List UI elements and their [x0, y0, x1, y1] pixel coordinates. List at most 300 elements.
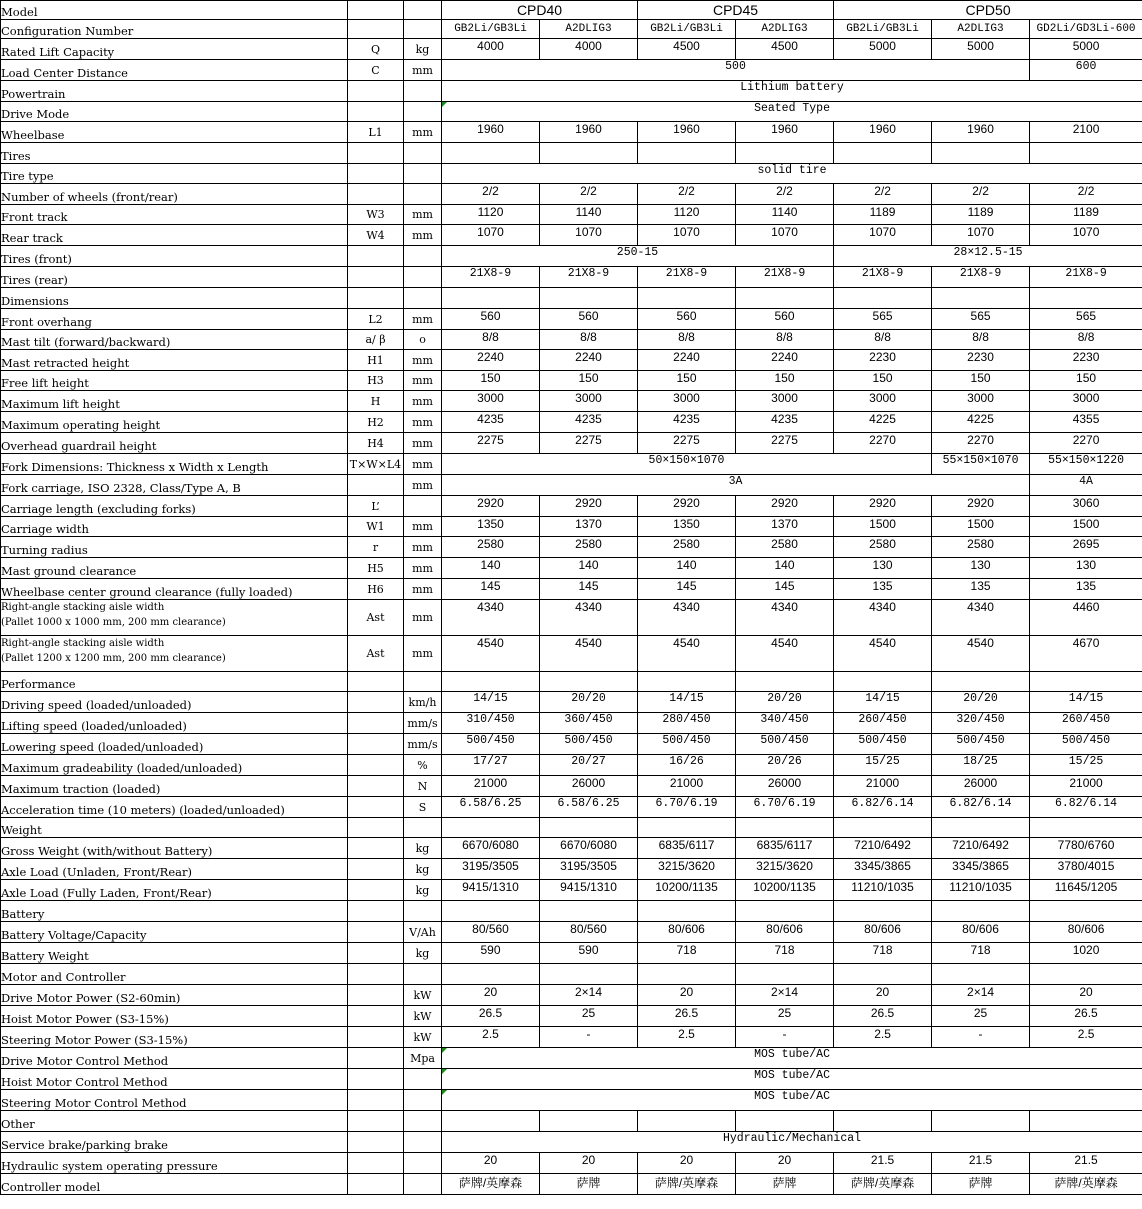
spec-label: Maximum traction (loaded) — [1, 776, 348, 797]
spec-symbol — [348, 1174, 404, 1195]
spec-merged-value — [1030, 475, 1142, 496]
spec-label: Free lift height — [1, 371, 348, 391]
spec-value: 3000 — [442, 391, 540, 412]
spec-label: Axle Load (Unladen, Front/Rear) — [1, 859, 348, 880]
spec-symbol — [348, 672, 404, 692]
spec-value — [638, 1111, 736, 1132]
spec-value: 14/15 — [442, 692, 540, 713]
spec-unit — [404, 184, 442, 205]
spec-value: 7210/6492 — [834, 838, 932, 859]
spec-symbol — [348, 1027, 404, 1048]
spec-value: 8/8 — [540, 330, 638, 350]
spec-value: 20/27 — [540, 755, 638, 776]
spec-value: 4000 — [442, 39, 540, 60]
spec-value: 萨牌 — [932, 1174, 1030, 1195]
spec-label: Gross Weight (with/without Battery) — [1, 838, 348, 859]
spec-label: Maximum gradeability (loaded/unloaded) — [1, 755, 348, 776]
spec-value-text: Seated Type — [754, 102, 830, 115]
spec-value: 1070 — [736, 225, 834, 246]
spec-value: 1189 — [834, 205, 932, 225]
spec-label: Lowering speed (loaded/unloaded) — [1, 734, 348, 755]
spec-row — [1, 350, 1142, 371]
spec-symbol: H4 — [348, 433, 404, 454]
spec-value: 4540 — [834, 636, 932, 672]
spec-label: Mast tilt (forward/backward) — [1, 330, 348, 350]
spec-row — [1, 943, 1142, 964]
spec-value: 3000 — [834, 391, 932, 412]
spec-value: 9415/1310 — [442, 880, 540, 901]
spec-value: 4340 — [834, 600, 932, 636]
spec-row — [1, 330, 1142, 350]
spec-value: 26.5 — [834, 1006, 932, 1027]
spec-label: Acceleration time (10 meters) (loaded/unloaded) — [1, 797, 348, 818]
spec-value: 2/2 — [1030, 184, 1142, 205]
model-cpd50: CPD50 — [834, 1, 1142, 20]
spec-value: 1140 — [540, 205, 638, 225]
cell-comment-marker-icon — [442, 1090, 447, 1095]
spec-value: 560 — [638, 309, 736, 330]
spec-label: Steering Motor Control Method — [1, 1090, 348, 1111]
spec-value — [638, 288, 736, 309]
spec-label: Powertrain — [1, 81, 348, 102]
spec-value: 2275 — [736, 433, 834, 454]
spec-value: 2×14 — [932, 985, 1030, 1006]
spec-value-text: 28×12.5-15 — [953, 246, 1023, 259]
spec-unit — [404, 267, 442, 288]
spec-row — [1, 922, 1142, 943]
spec-row — [1, 143, 1142, 164]
spec-value: 1070 — [540, 225, 638, 246]
spec-value: 18/25 — [932, 755, 1030, 776]
cell-comment-marker-icon — [442, 1048, 447, 1053]
spec-row — [1, 267, 1142, 288]
spec-value: 11210/1035 — [834, 880, 932, 901]
spec-value: 500/450 — [932, 734, 1030, 755]
spec-symbol — [348, 288, 404, 309]
spec-unit: S — [404, 797, 442, 818]
spec-value — [442, 672, 540, 692]
spec-value: 20 — [736, 1153, 834, 1174]
spec-symbol — [348, 143, 404, 164]
spec-label: Carriage width — [1, 517, 348, 537]
spec-value: 21.5 — [1030, 1153, 1142, 1174]
spec-unit — [404, 288, 442, 309]
spec-value — [638, 143, 736, 164]
spec-unit: mm — [404, 600, 442, 636]
spec-value: 6835/6117 — [638, 838, 736, 859]
spec-label: Fork carriage, ISO 2328, Class/Type A, B — [1, 475, 348, 496]
spec-value-text: 3A — [728, 475, 743, 488]
spec-value — [1030, 672, 1142, 692]
spec-value: 15/25 — [834, 755, 932, 776]
config-cell: GB2Li/GB3Li — [638, 20, 736, 39]
spec-value: 1960 — [736, 122, 834, 143]
spec-value: 2920 — [540, 496, 638, 517]
spec-row — [1, 371, 1142, 391]
spec-value-text: 4A — [1079, 475, 1093, 488]
spec-unit: Mpa — [404, 1048, 442, 1069]
spec-symbol — [348, 246, 404, 267]
spec-symbol — [348, 1132, 404, 1153]
spec-value: 20 — [638, 985, 736, 1006]
spec-value: 2275 — [442, 433, 540, 454]
spec-value: 3195/3505 — [442, 859, 540, 880]
spec-symbol — [348, 692, 404, 713]
spec-value: 4340 — [540, 600, 638, 636]
spec-value: 80/606 — [834, 922, 932, 943]
spec-label: Carriage length (excluding forks) — [1, 496, 348, 517]
spec-symbol — [348, 164, 404, 184]
spec-value: 2275 — [540, 433, 638, 454]
spec-value: 2580 — [540, 537, 638, 558]
spec-row — [1, 412, 1142, 433]
spec-merged-value — [442, 1048, 1142, 1069]
spec-value: 3215/3620 — [638, 859, 736, 880]
spec-value: 2270 — [1030, 433, 1142, 454]
spec-value: 3000 — [540, 391, 638, 412]
spec-value: 500/450 — [442, 734, 540, 755]
spec-unit — [404, 246, 442, 267]
spec-unit — [404, 164, 442, 184]
spec-value — [638, 818, 736, 838]
spec-unit: N — [404, 776, 442, 797]
spec-merged-value — [442, 60, 1030, 81]
spec-value: 3345/3865 — [834, 859, 932, 880]
spec-value: 1070 — [638, 225, 736, 246]
spec-symbol — [348, 755, 404, 776]
spec-value: 3000 — [638, 391, 736, 412]
spec-row — [1, 755, 1142, 776]
spec-value: 1070 — [834, 225, 932, 246]
spec-unit: kg — [404, 859, 442, 880]
spec-label: Service brake/parking brake — [1, 1132, 348, 1153]
spec-label: Front overhang — [1, 309, 348, 330]
spec-value: 2270 — [932, 433, 1030, 454]
spec-value: 20 — [1030, 985, 1142, 1006]
spec-value: 150 — [638, 371, 736, 391]
spec-label: Wheelbase center ground clearance (fully loaded) — [1, 579, 348, 600]
spec-value: - — [540, 1027, 638, 1048]
spec-value: 21.5 — [932, 1153, 1030, 1174]
spec-row — [1, 517, 1142, 537]
spec-row — [1, 859, 1142, 880]
spec-value: 萨牌 — [736, 1174, 834, 1195]
spec-value — [540, 901, 638, 922]
spec-symbol — [348, 880, 404, 901]
model-row — [1, 1, 1142, 20]
spec-row — [1, 164, 1142, 184]
spec-value-text: MOS tube/AC — [754, 1069, 830, 1082]
spec-value — [540, 672, 638, 692]
spec-value: 14/15 — [638, 692, 736, 713]
spec-value: 14/15 — [1030, 692, 1142, 713]
spec-value: 2920 — [442, 496, 540, 517]
spec-value: 10200/1135 — [638, 880, 736, 901]
spec-value — [442, 818, 540, 838]
spec-merged-value — [442, 246, 834, 267]
spec-label: Hoist Motor Power (S3-15%) — [1, 1006, 348, 1027]
spec-value: 80/606 — [1030, 922, 1142, 943]
spec-value: 6835/6117 — [736, 838, 834, 859]
spec-unit: mm — [404, 517, 442, 537]
spec-value — [1030, 964, 1142, 985]
spec-label: Motor and Controller — [1, 964, 348, 985]
spec-row — [1, 1006, 1142, 1027]
spec-row — [1, 964, 1142, 985]
spec-symbol — [348, 1048, 404, 1069]
spec-value: 1350 — [442, 517, 540, 537]
spec-value: 565 — [1030, 309, 1142, 330]
spec-unit — [404, 818, 442, 838]
spec-value: 4340 — [736, 600, 834, 636]
spec-value: 2580 — [834, 537, 932, 558]
spec-value — [932, 672, 1030, 692]
spec-value: 280/450 — [638, 713, 736, 734]
spec-unit: mm — [404, 579, 442, 600]
spec-label: Tires (rear) — [1, 267, 348, 288]
spec-value: 20/20 — [932, 692, 1030, 713]
spec-value: 500/450 — [736, 734, 834, 755]
spec-value: 2275 — [638, 433, 736, 454]
spec-value: 1960 — [540, 122, 638, 143]
spec-symbol: a/ β — [348, 330, 404, 350]
spec-value: 11210/1035 — [932, 880, 1030, 901]
spec-value — [540, 964, 638, 985]
spec-value: 26000 — [736, 776, 834, 797]
spec-row — [1, 122, 1142, 143]
spec-unit — [404, 1174, 442, 1195]
spec-value: 2×14 — [736, 985, 834, 1006]
spec-value: 26000 — [540, 776, 638, 797]
spec-symbol — [348, 102, 404, 122]
spec-value — [540, 288, 638, 309]
spec-unit — [404, 102, 442, 122]
spec-value: 4340 — [638, 600, 736, 636]
spec-value: 4540 — [932, 636, 1030, 672]
spec-unit: mm — [404, 636, 442, 672]
spec-label: Drive Mode — [1, 102, 348, 122]
spec-unit — [404, 964, 442, 985]
spec-value-text: Hydraulic/Mechanical — [723, 1132, 862, 1145]
spec-value: 2×14 — [540, 985, 638, 1006]
spec-value — [932, 901, 1030, 922]
spec-symbol: W1 — [348, 517, 404, 537]
spec-value — [1030, 1111, 1142, 1132]
spec-value: 21X8-9 — [932, 267, 1030, 288]
spec-label: Drive Motor Power (S2-60min) — [1, 985, 348, 1006]
spec-value: 1189 — [1030, 205, 1142, 225]
spec-value: 140 — [638, 558, 736, 579]
spec-unit: kW — [404, 1006, 442, 1027]
spec-value: 2/2 — [834, 184, 932, 205]
spec-value: 20 — [540, 1153, 638, 1174]
spec-value-text: MOS tube/AC — [754, 1090, 830, 1103]
model-cpd40: CPD40 — [442, 1, 638, 20]
spec-unit — [404, 81, 442, 102]
spec-label: Weight — [1, 818, 348, 838]
spec-symbol — [348, 818, 404, 838]
unit-cell — [404, 20, 442, 39]
spec-value: 500/450 — [540, 734, 638, 755]
spec-unit: mm — [404, 371, 442, 391]
spec-value: 9415/1310 — [540, 880, 638, 901]
spec-value-text: 50×150×1070 — [648, 454, 725, 467]
spec-row — [1, 102, 1142, 122]
spec-value: 4235 — [736, 412, 834, 433]
config-cell: A2DLIG3 — [736, 20, 834, 39]
spec-value — [834, 288, 932, 309]
spec-value: 6.82/6.14 — [932, 797, 1030, 818]
spec-merged-value — [442, 475, 1030, 496]
spec-value — [442, 901, 540, 922]
spec-value: 4500 — [736, 39, 834, 60]
spec-label: Battery — [1, 901, 348, 922]
spec-value: 21X8-9 — [834, 267, 932, 288]
spec-unit: kg — [404, 838, 442, 859]
spec-value: 3000 — [736, 391, 834, 412]
spec-value: 21X8-9 — [442, 267, 540, 288]
spec-value: 718 — [638, 943, 736, 964]
spec-symbol: W3 — [348, 205, 404, 225]
spec-unit: kW — [404, 985, 442, 1006]
spec-value — [736, 672, 834, 692]
spec-symbol — [348, 901, 404, 922]
spec-unit: km/h — [404, 692, 442, 713]
spec-value: 1120 — [638, 205, 736, 225]
spec-value-text: Lithium battery — [740, 81, 844, 94]
spec-value: 萨牌 — [540, 1174, 638, 1195]
spec-row — [1, 1069, 1142, 1090]
spec-row — [1, 309, 1142, 330]
spec-value: 2920 — [834, 496, 932, 517]
spec-value-text: 55×150×1220 — [1048, 454, 1124, 467]
spec-value — [736, 143, 834, 164]
spec-symbol — [348, 838, 404, 859]
spec-value: 20 — [442, 985, 540, 1006]
spec-value-text: 500 — [725, 60, 746, 73]
spec-value: 6.82/6.14 — [834, 797, 932, 818]
spec-row — [1, 537, 1142, 558]
spec-value: 6670/6080 — [540, 838, 638, 859]
spec-symbol: C — [348, 60, 404, 81]
spec-value: 1070 — [1030, 225, 1142, 246]
spec-value: 500/450 — [1030, 734, 1142, 755]
spec-value: 8/8 — [442, 330, 540, 350]
config-cell: GB2Li/GB3Li — [442, 20, 540, 39]
spec-symbol — [348, 267, 404, 288]
spec-label: Tires — [1, 143, 348, 164]
spec-value: 2240 — [442, 350, 540, 371]
spec-row — [1, 496, 1142, 517]
spec-value: 21X8-9 — [540, 267, 638, 288]
spec-label: Rated Lift Capacity — [1, 39, 348, 60]
spec-symbol: H5 — [348, 558, 404, 579]
spec-value: 1370 — [540, 517, 638, 537]
spec-symbol: L1 — [348, 122, 404, 143]
spec-row — [1, 734, 1142, 755]
spec-value: 4235 — [442, 412, 540, 433]
spec-value: 21X8-9 — [638, 267, 736, 288]
spec-value: 3000 — [1030, 391, 1142, 412]
spec-label: Other — [1, 1111, 348, 1132]
spec-value — [442, 1111, 540, 1132]
spec-value: 150 — [932, 371, 1030, 391]
spec-value: 25 — [540, 1006, 638, 1027]
spec-symbol: H3 — [348, 371, 404, 391]
spec-label: Lifting speed (loaded/unloaded) — [1, 713, 348, 734]
spec-value: 135 — [1030, 579, 1142, 600]
spec-value-text: solid tire — [757, 164, 827, 177]
spec-value: 2695 — [1030, 537, 1142, 558]
spec-label: Axle Load (Fully Laden, Front/Rear) — [1, 880, 348, 901]
spec-unit: mm — [404, 309, 442, 330]
spec-value: 4000 — [540, 39, 638, 60]
spec-value — [442, 143, 540, 164]
spec-symbol — [348, 1069, 404, 1090]
spec-value: 1960 — [834, 122, 932, 143]
spec-value — [638, 672, 736, 692]
spec-row — [1, 288, 1142, 309]
spec-value: 130 — [932, 558, 1030, 579]
spec-value: 11645/1205 — [1030, 880, 1142, 901]
spec-value: 1070 — [442, 225, 540, 246]
spec-label: Turning radius — [1, 537, 348, 558]
spec-symbol — [348, 964, 404, 985]
spec-value: 15/25 — [1030, 755, 1142, 776]
spec-merged-value — [442, 164, 1142, 184]
spec-symbol — [348, 859, 404, 880]
spec-value: 360/450 — [540, 713, 638, 734]
spec-value — [1030, 901, 1142, 922]
spec-unit: kg — [404, 39, 442, 60]
spec-value: 135 — [834, 579, 932, 600]
spec-unit: mm — [404, 350, 442, 371]
spec-label: Tire type — [1, 164, 348, 184]
spec-unit: kg — [404, 943, 442, 964]
spec-value: 7780/6760 — [1030, 838, 1142, 859]
spec-value: 5000 — [932, 39, 1030, 60]
spec-value: 6.70/6.19 — [638, 797, 736, 818]
spec-value: 2230 — [834, 350, 932, 371]
spec-merged-value — [442, 1069, 1142, 1090]
spec-value — [638, 964, 736, 985]
spec-value: 21000 — [834, 776, 932, 797]
spec-row — [1, 39, 1142, 60]
spec-value: 1500 — [932, 517, 1030, 537]
spec-label: Hoist Motor Control Method — [1, 1069, 348, 1090]
spec-value: 17/27 — [442, 755, 540, 776]
spec-symbol — [348, 475, 404, 496]
spec-unit — [404, 1111, 442, 1132]
spec-value: 2/2 — [736, 184, 834, 205]
spec-row — [1, 1090, 1142, 1111]
spec-value: 10200/1135 — [736, 880, 834, 901]
spec-row — [1, 184, 1142, 205]
spec-value — [834, 672, 932, 692]
spec-value — [834, 964, 932, 985]
spec-value: 135 — [932, 579, 1030, 600]
spec-symbol — [348, 922, 404, 943]
spec-value: 20/20 — [540, 692, 638, 713]
spec-unit: mm — [404, 433, 442, 454]
spec-label: Right-angle stacking aisle width (Pallet 1000 x 1000 mm, 200 mm clearance) — [1, 600, 348, 636]
spec-merged-value — [442, 454, 932, 475]
spec-value: 2580 — [736, 537, 834, 558]
spec-symbol — [348, 776, 404, 797]
spec-unit: % — [404, 755, 442, 776]
spec-value: 20 — [442, 1153, 540, 1174]
spec-row — [1, 797, 1142, 818]
